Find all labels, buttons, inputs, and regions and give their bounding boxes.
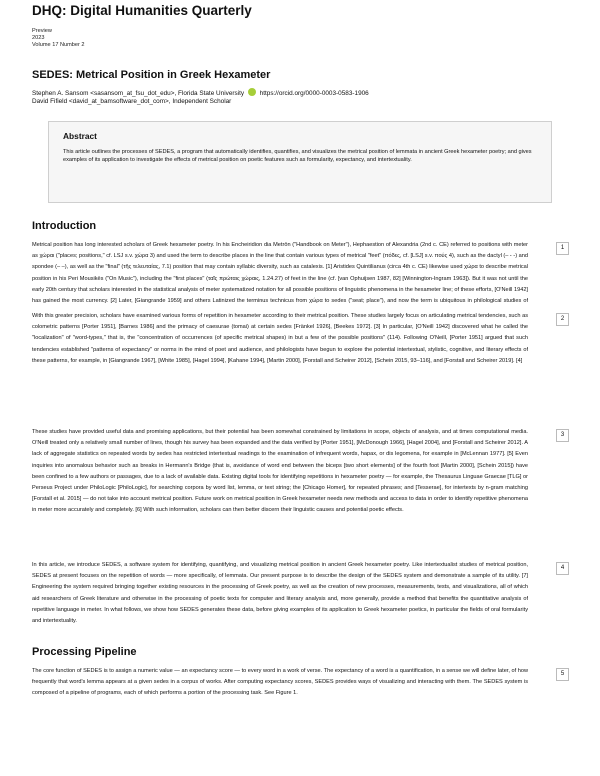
preview-label: Preview bbox=[32, 28, 52, 34]
paragraph-number-4[interactable]: 4 bbox=[556, 562, 569, 575]
abstract-box bbox=[48, 121, 552, 203]
paragraph-2: With this greater precision, scholars have examined various forms of repetition in hexameter according to their metrical position. These studies largely focus on articulating metrical tendencies, such as colometric patterns [Porter 1951], [Barnes 1986] and the primacy of caesurae (tomai) at certain sedes [Fränkel 1926], [Beekes 1972]. [3] In particular, [O'Neill 1942] discovered what he called the "localization" of "word-types," that is, the "concentration of occurrences (of specific metrical shapes) in but a few of the possible positions" (114). Following O'Neill, [Porter 1951] argued that such tendencies established "patterns of expectancy" or norms in the mind of poet and audience, and philologists have begun to explore the potential intertextual, stylistic, cognitive, and literary effects of these patterns, for example, in [Giangrande 1967], [White 1985], [Hagel 1994], [Kahane 1994], [Martin 2000], [Forstall and Scheirer 2012], [Schein 2015, 93–116], and [Forstall and Scheirer 2019]. [4] bbox=[32, 313, 528, 364]
journal-title[interactable]: DHQ: Digital Humanities Quarterly bbox=[32, 3, 252, 18]
abstract-text: This article outlines the processes of SEDES, a program that automatically identifies, quantifies, and visualizes the metrical position of lemmata in ancient Greek hexameter poetry; and gives examples of its application to investigate the effects of metrical position on poetic features such as formularity, expectancy, and intertextuality. bbox=[63, 149, 532, 163]
abstract-heading: Abstract bbox=[63, 131, 97, 141]
paragraph-number-2[interactable]: 2 bbox=[556, 313, 569, 326]
paragraph-3: These studies have provided useful data and promising applications, but their potential has been somewhat constrained by limitations in scope, objects of analysis, and at times computational media. O'Neill treated only a relatively small number of lines, though his survey has been expanded and the data verified by [Porter 1951], [McDonough 1966], [Hagel 2004], and [Forstall and Scheirer 2012]. A lack of aggregate statistics on repeated words by sedes has restricted intertextual readings to the examination of infrequent words, hapax, or dis legomena, for example in [McLennan 1977]. [5] Even inquiries into anomalous behavior such as breaks in Hermann's Bridge (that is, avoidance of word end between the biceps [two short elements] of the fourth foot [Martin 2000], [Schein 2015]) have been confined to a few authors or passages, due to a lack of available data. Existing digital tools for identifying repetitions in hexameter poetry — for example, the Thesaurus Linguae Graecae [TLG] or Perseus Project under PhiloLogic [PhiloLogic], for searching corpora by word list, lemma, or text string; the [Chicago Homer], for repeated phrases; and [Tesserae], for intertexts by n-gram matching [Forstall et al. 2015] — do not take into account metrical position. Future work on metrical position in Greek hexameter needs new methods and access to data in order to identify repetitive phenomena in meter more accurately and completely. [6] With such information, scholars can then better discern their linguistic causes and potential poetic effects. bbox=[32, 429, 528, 514]
authors bbox=[32, 88, 369, 106]
orcid-icon[interactable] bbox=[248, 88, 256, 96]
article-title: SEDES: Metrical Position in Greek Hexameter bbox=[32, 69, 271, 81]
year-label: 2023 bbox=[32, 35, 45, 41]
paragraph-4: In this article, we introduce SEDES, a software system for identifying, quantifying, and visualizing metrical position in ancient Greek hexameter poetry. Like intertextualist studies of metrical position, SEDES at present focuses on the repetition of words — more specifically, of lemmata. Our present purpose is to describe the design of the SEDES system and demonstrate a sample of its utility. [7] Engineering the system required bringing together existing resources in the processing of Greek poetry, as well as the creation of new processes, measurements, tests, and visualizations, all of which aid researchers of Greek literature and otherwise in the processing of poetic texts for computer and literary analysis and, more generally, provide a method that benefits the quantitative analysis of repetitive language in meter. In what follows, we show how SEDES generates these data, before giving examples of its application to Greek hexameter poetics, in particular the fields of oral formularity and intertextuality. bbox=[32, 562, 528, 625]
paragraph-number-1[interactable]: 1 bbox=[556, 242, 569, 255]
paragraph-number-3[interactable]: 3 bbox=[556, 429, 569, 442]
section-heading-introduction: Introduction bbox=[32, 220, 97, 232]
author-1-name[interactable]: Stephen A. Sansom <sasansom_at_fsu_dot_edu>, Florida State University bbox=[32, 90, 245, 97]
author-1-orcid-link[interactable]: https://orcid.org/0000-0003-0583-1906 bbox=[259, 90, 369, 97]
paragraph-number-5[interactable]: 5 bbox=[556, 668, 569, 681]
author-1 bbox=[32, 88, 369, 98]
volume-label: Volume 17 Number 2 bbox=[32, 42, 85, 48]
paragraph-1: Metrical position has long interested scholars of Greek hexameter poetry. In his Encheiridion dia Metrōn ("Handbook on Meter"), Hephaestion of Alexandria (2nd c. CE) referred to positions with meter as χώραι ("places; positions," cf. LSJ s.v. χώρα 3) and used the term to describe places in the line that contain various types of metrical "feet" (πόδες, cf. [LSJ] s.v. πούς 4), such as the dactyl (– ⏑ ⏑) and spondee (– –), as well as the "final" (τῆς τελευταίας, 7.1) position that may contain syllabic diversity, such as catalexis. [1] Aristides Quintilianus (circa 4th c. CE) likewise used χώρα to describe metrical position in his Peri Mousikēs ("On Music"), including the "first places" (ταῖς πρώταις χώραις, 1.24.27) of feet in the line (cf. [van Ophuijsen 1987, 82] [Winnington-Ingram 1963]). But it was not until the early 20th century that scholars interested in the statistical analysis of meter systematized notation for all possible positions of linguistic phenomena in the hexameter line; of these efforts, [O'Neill 1942] has gained the most currency. [2] Later, [Giangrande 1959] and others Latinized the terminus technicus from χώρα to sedes ("seat; place"), and now the term is ubiquitous in philological studies of bbox=[32, 242, 528, 305]
author-2[interactable]: David Fifield <david_at_bamsoftware_dot_com>, Independent Scholar bbox=[32, 98, 232, 105]
paragraph-5: The core function of SEDES is to assign a numeric value — an expectancy score — to every word in a work of verse. The expectancy of a word is a quantification, in a sense we will define later, of how frequently that word's lemma appears at a given sedes in a corpus of works. After computing expectancy scores, SEDES provides ways of visualizing and interacting with them. The SEDES system is composed of a pipeline of programs, each of which performs a portion of the processing task. See Figure 1. bbox=[32, 668, 528, 697]
section-heading-processing-pipeline: Processing Pipeline bbox=[32, 646, 137, 658]
